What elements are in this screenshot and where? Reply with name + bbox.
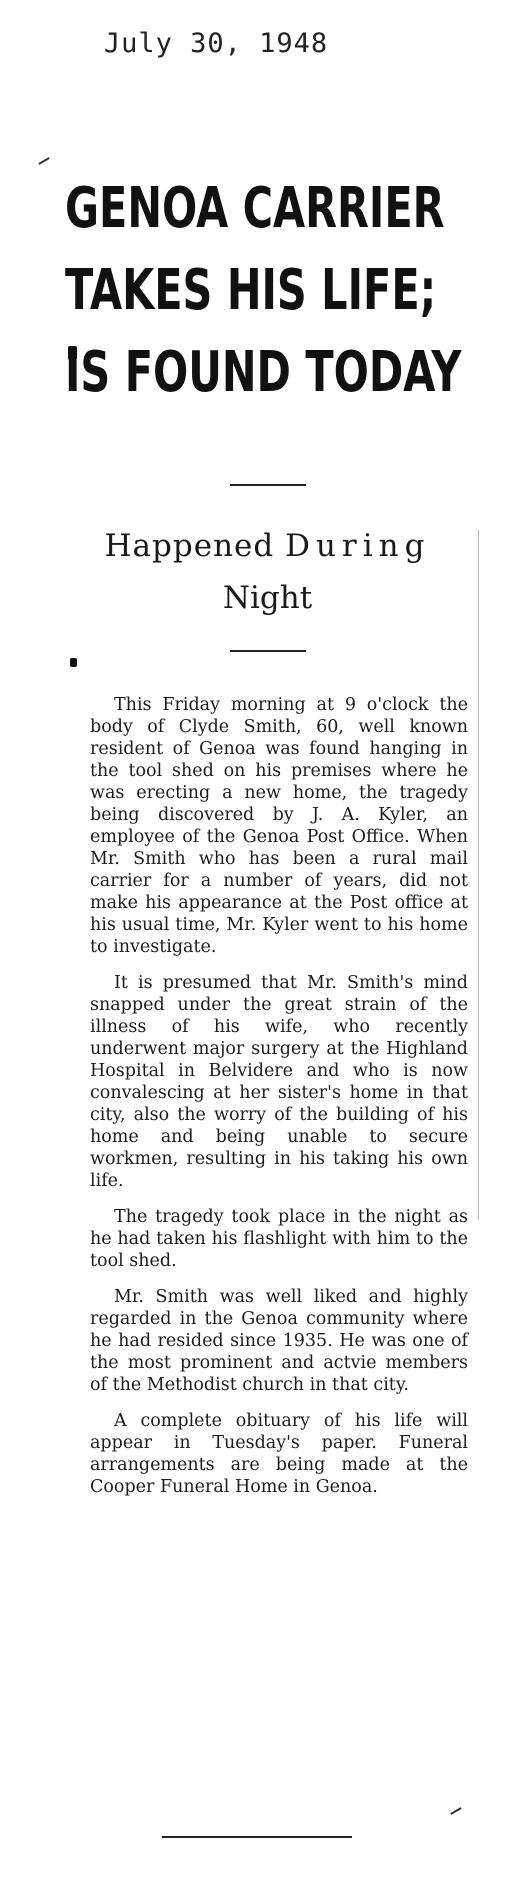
scan-speck xyxy=(70,658,77,667)
headline-line: GENOA CARRIER xyxy=(65,176,445,241)
scan-mark xyxy=(38,157,49,165)
article-paragraph: The tragedy took place in the night as he had taken his flashlight with him to the tool shed. xyxy=(90,1207,468,1271)
article-paragraph: Mr. Smith was well liked and highly regarded in the Genoa community where he had resided since 1935. He was one of the most prominent and actvie members of the Methodist church in that city. xyxy=(90,1287,468,1395)
article-paragraph: A complete obituary of his life will appear in Tuesday's paper. Funeral arrangements are being made at the Cooper Funeral Home in Genoa. xyxy=(90,1411,468,1497)
subheadline-word: Happened xyxy=(104,528,275,564)
subheadline-divider xyxy=(230,650,306,652)
headline-divider xyxy=(230,484,306,486)
article-paragraph: This Friday morning at 9 o'clock the body of Clyde Smith, 60, well known resident of Genoa was found hanging in the tool shed on his premises where he was erecting a new home, the tragedy being discovered by J. A. Kyler, an employee of the Genoa Post Office. When Mr. Smith who has been a rural mail carrier for a number of years, did not make his appearance at the Post office at his usual time, Mr. Kyler went to his home to investigate. xyxy=(90,695,468,957)
scan-mark xyxy=(450,1807,461,1815)
subheadline-word: During xyxy=(285,528,431,564)
headline-line: IS FOUND TODAY xyxy=(65,340,462,405)
article-paragraph: It is presumed that Mr. Smith's mind snapped under the great strain of the illness of his wife, who recently underwent major surgery at the Highland Hospital in Belvidere and who is now convalescing at her sister's home in that city, also the worry of the building of his home and being unable to secure workmen, resulting in his taking his own life. xyxy=(90,973,468,1191)
subheadline-word: Night xyxy=(222,580,313,616)
clipping-date: July 30, 1948 xyxy=(103,28,329,59)
end-divider xyxy=(162,1836,352,1838)
article-body xyxy=(90,694,468,1512)
headline xyxy=(65,168,477,414)
column-edge-rule xyxy=(478,530,479,1220)
subheadline xyxy=(55,520,480,624)
headline-line: TAKES HIS LIFE; xyxy=(65,258,437,323)
